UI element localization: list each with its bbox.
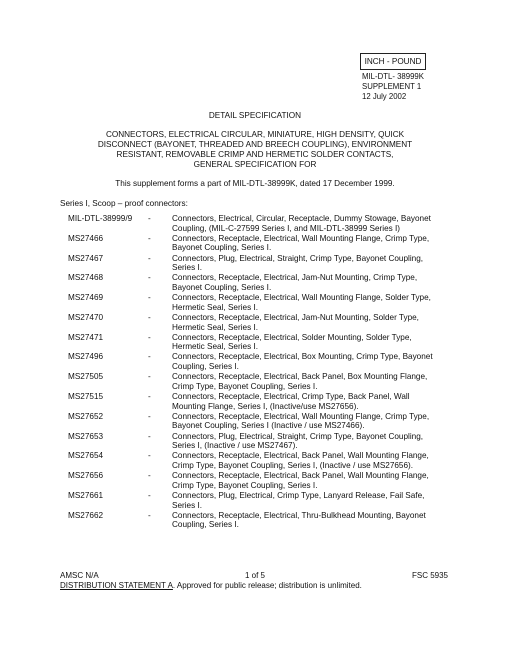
spec-type-heading: DETAIL SPECIFICATION (208, 111, 302, 120)
spec-number-cell: MS27471 (68, 332, 104, 342)
spec-dash: - (148, 253, 151, 263)
spec-number-cell: MS27656 (68, 471, 104, 481)
series-heading: Series I, Scoop – proof connectors: (60, 199, 188, 208)
description-line: Crimp Type, Bayonet Coupling, Series I. (172, 381, 318, 391)
description-line: Connectors, Receptacle, Electrical, Back Panel, Wall Mounting Flange, (172, 451, 429, 461)
spec-number-cell: MS27654 (68, 451, 104, 461)
spec-description (172, 372, 448, 391)
issue-date: 12 July 2002 (362, 92, 407, 101)
document-identifier (362, 72, 424, 102)
spec-row (68, 214, 448, 233)
spec-description (172, 392, 448, 411)
spec-dash: - (148, 510, 151, 520)
description-line: Connectors, Receptacle, Electrical, Back Panel, Box Mounting Flange, (172, 372, 428, 382)
spec-dash: - (148, 352, 151, 362)
description-line: Connectors, Receptacle, Electrical, Back Panel, Wall Mounting Flange, (172, 471, 429, 481)
spec-row (68, 234, 448, 253)
spec-number-cell: MS27496 (68, 352, 104, 362)
description-line: Connectors, Plug, Electrical, Crimp Type, Lanyard Release, Fail Safe, (172, 490, 425, 500)
spec-dash: - (148, 411, 151, 421)
spec-number: MIL-DTL- 38999K (362, 72, 424, 81)
spec-description (172, 273, 448, 292)
spec-number-cell: MS27467 (68, 253, 104, 263)
spec-row (68, 491, 448, 510)
spec-description (172, 471, 448, 490)
spec-dash: - (148, 372, 151, 382)
distribution-text: . Approved for public release; distribution is unlimited. (172, 581, 362, 590)
spec-number-cell: MS27653 (68, 431, 104, 441)
spec-number-cell: MS27468 (68, 273, 104, 283)
description-line: Bayonet Coupling, Series I. (172, 282, 272, 292)
spec-number-cell: MS27470 (68, 312, 104, 322)
description-line: Connectors, Receptacle, Electrical, Jam-Nut Mounting, Solder Type, (172, 312, 419, 322)
description-line: Hermetic Seal, Series I. (172, 302, 258, 312)
spec-dash: - (148, 214, 151, 223)
spec-row (68, 432, 448, 451)
units-box: INCH - POUND (360, 53, 426, 70)
spec-description (172, 313, 448, 332)
spec-row (68, 273, 448, 292)
amsc-note: AMSC N/A (60, 571, 99, 580)
spec-row (68, 392, 448, 411)
description-line: Connectors, Receptacle, Electrical, Wall Mounting Flange, Crimp Type, (172, 411, 430, 421)
description-line: Connectors, Plug, Electrical, Straight, Crimp Type, Bayonet Coupling, (172, 431, 424, 441)
title-line: RESISTANT, REMOVABLE CRIMP AND HERMETIC SOLDER CONTACTS, (116, 150, 394, 159)
spec-row (68, 471, 448, 490)
description-line: Connectors, Receptacle, Electrical, Crimp Type, Back Panel, Wall (172, 392, 410, 402)
description-line: Coupling, Series I. (172, 362, 239, 372)
description-line: Connectors, Receptacle, Electrical, Solder Mounting, Solder Type, (172, 332, 412, 342)
spec-number-cell: MS27515 (68, 392, 104, 402)
spec-dash: - (148, 451, 151, 461)
description-line: Connectors, Receptacle, Electrical, Wall Mounting Flange, Solder Type, (172, 293, 431, 303)
spec-description (172, 451, 448, 470)
spec-description (172, 254, 448, 273)
spec-row (68, 451, 448, 470)
spec-number-cell: MS27466 (68, 233, 104, 243)
spec-dash: - (148, 312, 151, 322)
spec-description (172, 234, 448, 253)
fsc-code: FSC 5935 (411, 571, 448, 580)
spec-number-cell: MS27652 (68, 411, 104, 421)
title-line: DISCONNECT (BAYONET, THREADED AND BREECH COUPLING), ENVIRONMENT (97, 140, 413, 149)
description-line: Connectors, Receptacle, Electrical, Wall Mounting Flange, Crimp Type, (172, 233, 430, 243)
spec-dash: - (148, 293, 151, 303)
description-line: Connectors, Receptacle, Electrical, Jam-Nut Mounting, Crimp Type, (172, 273, 418, 283)
spec-description (172, 412, 448, 431)
distribution-statement (60, 581, 362, 591)
document-title (60, 130, 450, 170)
description-line: Connectors, Electrical, Circular, Receptacle, Dummy Stowage, Bayonet (172, 214, 431, 223)
spec-dash: - (148, 273, 151, 283)
spec-dash: - (148, 233, 151, 243)
description-line: Series I, (Inactive / use MS27467). (172, 441, 298, 451)
spec-row (68, 293, 448, 312)
spec-row (68, 352, 448, 371)
spec-description (172, 511, 448, 530)
description-line: Coupling, Series I. (172, 520, 239, 530)
spec-number-cell: MS27505 (68, 372, 104, 382)
description-line: Hermetic Seal, Series I. (172, 322, 258, 332)
title-line: CONNECTORS, ELECTRICAL CIRCULAR, MINIATURE, HIGH DENSITY, QUICK (105, 130, 405, 139)
spec-row (68, 412, 448, 431)
spec-list (68, 214, 448, 531)
spec-dash: - (148, 431, 151, 441)
description-line: Connectors, Plug, Electrical, Straight, Crimp Type, Bayonet Coupling, (172, 253, 424, 263)
spec-dash: - (148, 332, 151, 342)
spec-dash: - (148, 490, 151, 500)
spec-row (68, 254, 448, 273)
spec-row (68, 313, 448, 332)
description-line: Series I. (172, 263, 203, 273)
spec-description (172, 352, 448, 371)
description-line: Series I. (172, 500, 203, 510)
spec-description (172, 214, 448, 233)
intro-paragraph: This supplement forms a part of MIL-DTL-38999K, dated 17 December 1999. (115, 179, 395, 188)
spec-number-cell: MS27662 (68, 510, 104, 520)
spec-dash: - (148, 392, 151, 402)
spec-number-cell: MS27661 (68, 490, 104, 500)
description-line: Bayonet Coupling, Series I (Inactive / use MS27466). (172, 421, 365, 431)
description-line: Mounting Flange, Series I, (Inactive/use MS27656). (172, 401, 359, 411)
spec-description (172, 293, 448, 312)
description-line: Connectors, Receptacle, Electrical, Thru-Bulkhead Mounting, Bayonet (172, 510, 426, 520)
spec-description (172, 432, 448, 451)
description-line: Connectors, Receptacle, Electrical, Box Mounting, Crimp Type, Bayonet (172, 352, 433, 362)
spec-number-cell: MS27469 (68, 293, 104, 303)
description-line: Crimp Type, Bayonet Coupling, Series I, (Inactive / use MS27656). (172, 460, 414, 470)
description-line: Hermetic Seal, Series I. (172, 342, 258, 352)
supplement-number: SUPPLEMENT 1 (362, 82, 422, 91)
spec-description (172, 491, 448, 510)
spec-row (68, 372, 448, 391)
page-number: 1 of 5 (244, 571, 265, 580)
description-line: Crimp Type, Bayonet Coupling, Series I. (172, 480, 318, 490)
spec-row (68, 511, 448, 530)
description-line: Bayonet Coupling, Series I. (172, 243, 272, 253)
spec-row (68, 333, 448, 352)
title-line: GENERAL SPECIFICATION FOR (193, 160, 317, 169)
spec-dash: - (148, 471, 151, 481)
distribution-label: DISTRIBUTION STATEMENT A (60, 581, 173, 590)
spec-description (172, 333, 448, 352)
spec-number-cell: MIL-DTL-38999/9 (68, 214, 133, 223)
description-line: Coupling, (MIL-C-27599 Series I, and MIL-DTL-38999 Series I) (172, 223, 400, 233)
